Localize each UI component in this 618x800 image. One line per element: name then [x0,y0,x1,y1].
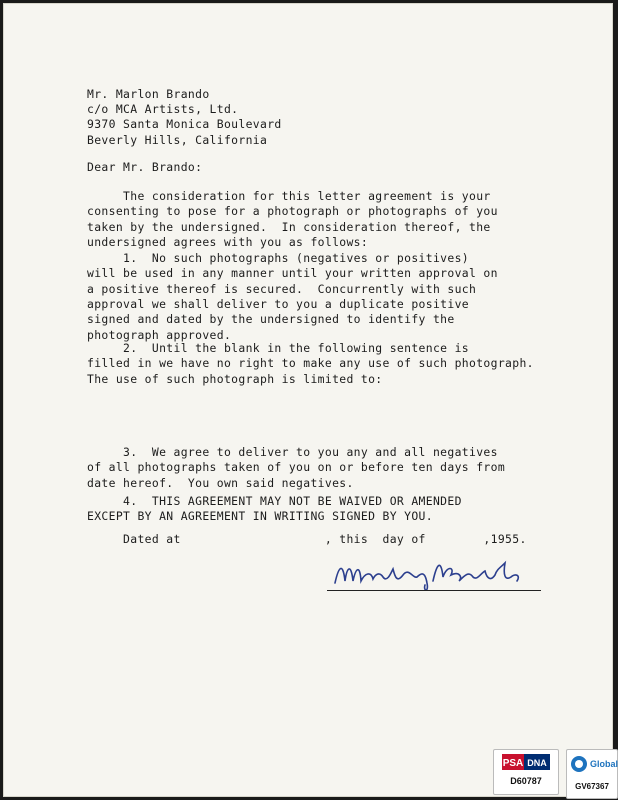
global-authentication-sticker [566,749,618,799]
clause2-line: 2. Until the blank in the following sentence is [87,341,470,355]
salutation-line: Dear Mr. Brando: [87,160,203,174]
clause1-line: 1. No such photographs (negatives or positives) [87,251,470,265]
clause2-line: The use of such photograph is limited to: [87,371,383,386]
clause3-line: of all photographs taken of you on or before ten days from [87,460,506,475]
signature [329,553,529,593]
clause4-line: 4. THIS AGREEMENT MAY NOT BE WAIVED OR AMENDED [87,494,462,508]
intro-line: taken by the undersigned. In consideration thereof, the [87,219,491,234]
address-line: Mr. Marlon Brando [87,87,210,101]
clause2-line: filled in we have no right to make any use of such photograph. [87,356,534,371]
global-logo [569,753,618,775]
svg-text:Global: Global [590,759,618,769]
signature-line [327,590,541,591]
clause1-line: approval we shall deliver to you a duplicate positive [87,296,470,311]
psa-cert-number: D60787 [510,776,542,786]
global-cert-number: GV67367 [575,782,609,791]
letter-page [3,3,618,797]
clause1-line: will be used in any manner until your written approval on [87,266,498,281]
psa-dna-logo [502,754,550,770]
intro-line: The consideration for this letter agreement is your [87,189,491,203]
clause4-line: EXCEPT BY AN AGREEMENT IN WRITING SIGNED BY YOU. [87,509,433,524]
intro-line: undersigned agrees with you as follows: [87,234,369,249]
address-line: 9370 Santa Monica Boulevard [87,117,282,132]
dated-line: Dated at , this day of ,1955. [87,532,527,546]
svg-text:DNA: DNA [527,758,547,768]
psa-dna-sticker [493,749,559,795]
svg-text:PSA: PSA [502,758,524,769]
clause1-line: a positive thereof is secured. Concurrently with such [87,281,477,296]
address-line: c/o MCA Artists, Ltd. [87,102,239,117]
clause1-line: signed and dated by the undersigned to identify the [87,312,455,327]
clause3-line: date hereof. You own said negatives. [87,475,354,490]
intro-line: consenting to pose for a photograph or photographs of you [87,204,498,219]
address-line: Beverly Hills, California [87,132,268,147]
clause1-line: photograph approved. [87,327,232,342]
clause3-line: 3. We agree to deliver to you any and all negatives [87,445,498,459]
